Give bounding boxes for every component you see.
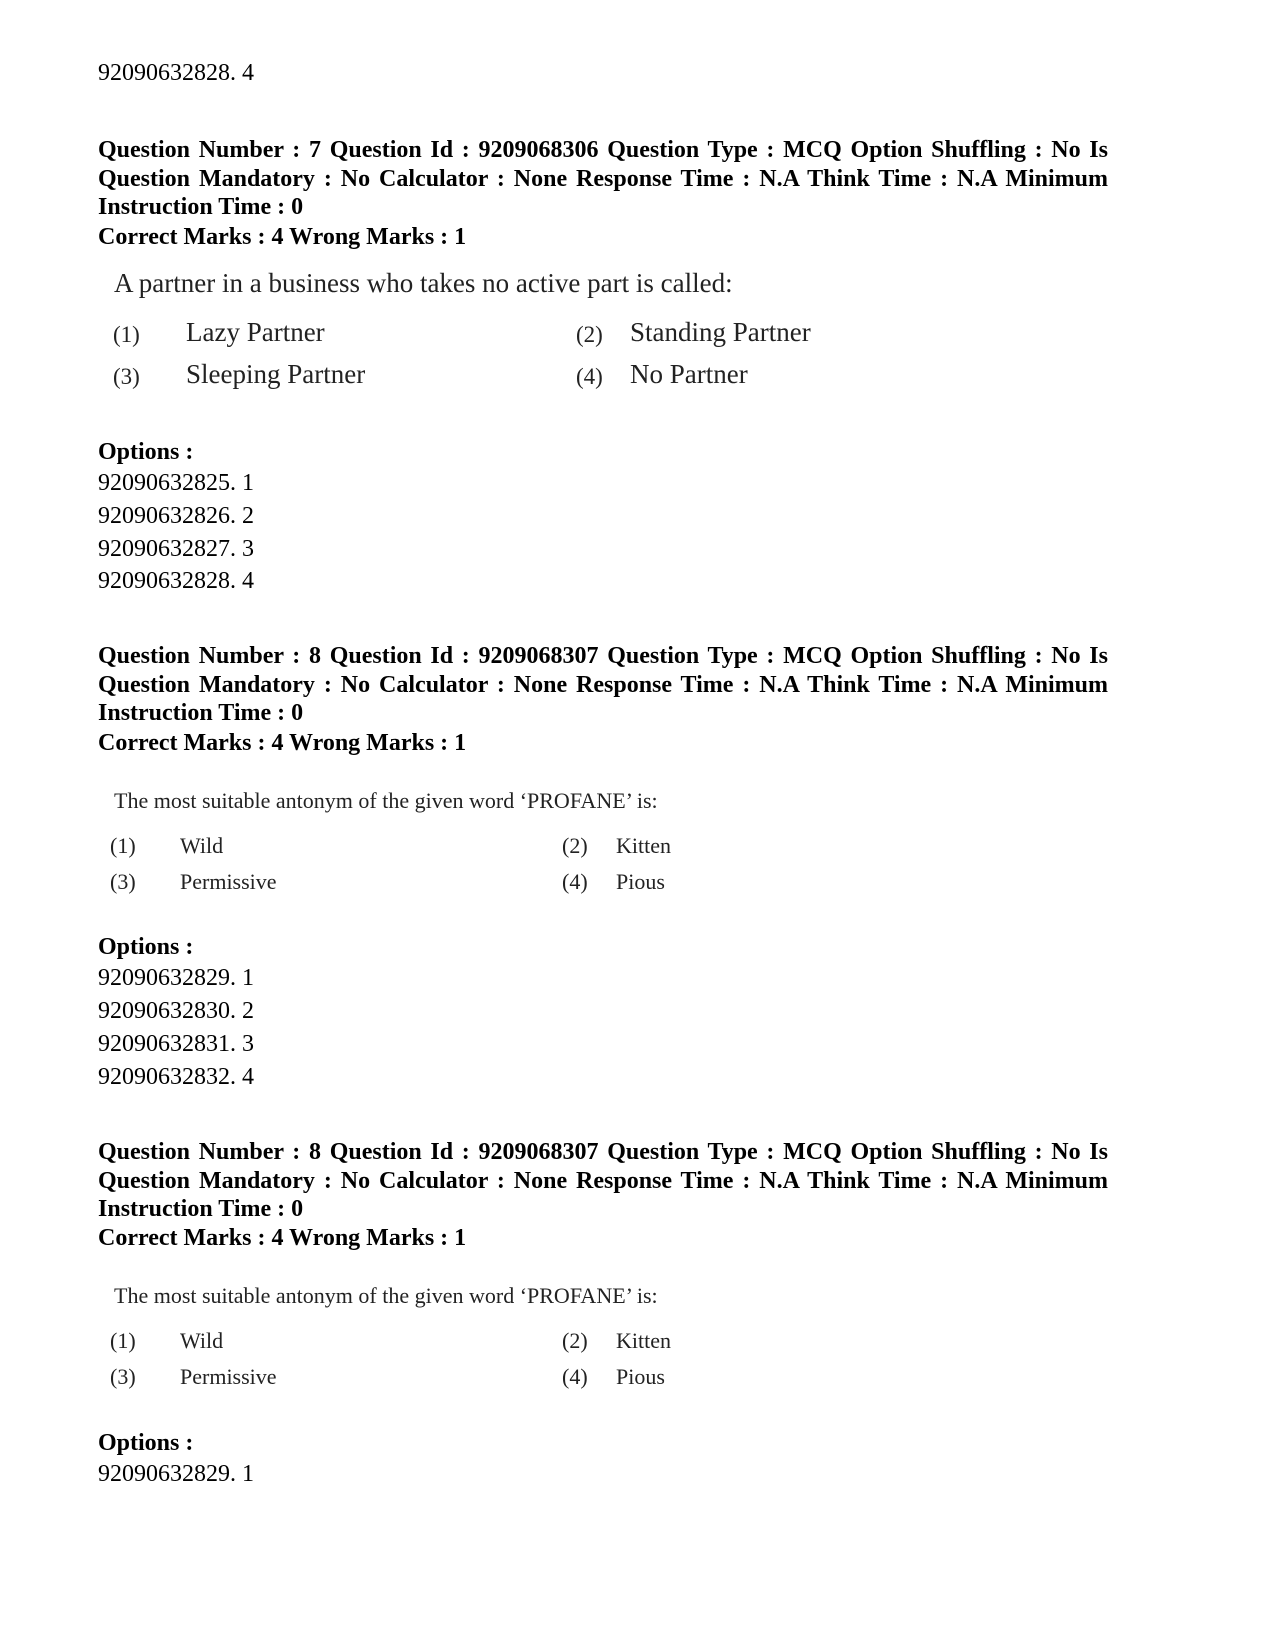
question-stem: A partner in a business who takes no active part is called: <box>114 268 733 298</box>
choice-number: (4) <box>562 869 588 894</box>
option-line: 92090632828. 4 <box>98 568 254 594</box>
choice-text: Pious <box>616 1364 665 1389</box>
option-line: 92090632826. 2 <box>98 503 254 529</box>
choice-text: Permissive <box>180 869 277 894</box>
choice-text: Permissive <box>180 1364 277 1389</box>
choice-number: (1) <box>110 833 136 858</box>
choice-text: Lazy Partner <box>186 317 325 347</box>
choice-number: (2) <box>562 833 588 858</box>
choice-number: (2) <box>562 1328 588 1353</box>
option-line: 92090632831. 3 <box>98 1031 254 1057</box>
option-line: 92090632827. 3 <box>98 536 254 562</box>
choice-number: (3) <box>110 1364 136 1389</box>
question-stem: The most suitable antonym of the given word ‘PROFANE’ is: <box>114 788 658 813</box>
question-header: Question Number : 8 Question Id : 9209068307 Question Type : MCQ Option Shuffling : No Is Question Mandatory : No Calculator : None Response Time : N.A Think Time : N.A Minimum Instruction Time : 0 <box>98 1139 1108 1222</box>
previous-option-line: 92090632828. 4 <box>98 60 254 86</box>
choice-text: Kitten <box>616 833 671 858</box>
choice-number: (1) <box>110 1328 136 1353</box>
choice-number: (4) <box>562 1364 588 1389</box>
question-header: Question Number : 7 Question Id : 9209068306 Question Type : MCQ Option Shuffling : No Is Question Mandatory : No Calculator : None Response Time : N.A Think Time : N.A Minimum Instruction Time : 0 <box>98 137 1108 220</box>
choice-number: (4) <box>576 364 603 389</box>
choice-text: Standing Partner <box>630 317 811 347</box>
choice-text: Sleeping Partner <box>186 359 366 389</box>
option-line: 92090632825. 1 <box>98 470 254 496</box>
choice-text: No Partner <box>630 359 748 389</box>
options-label: Options : <box>98 1430 194 1456</box>
choice-text: Pious <box>616 869 665 894</box>
choice-text: Wild <box>180 1328 224 1353</box>
question-image <box>98 1283 858 1393</box>
question-marks: Correct Marks : 4 Wrong Marks : 1 <box>98 1225 467 1251</box>
choice-number: (3) <box>113 364 140 389</box>
option-line: 92090632830. 2 <box>98 998 254 1024</box>
options-label: Options : <box>98 439 194 465</box>
question-stem: The most suitable antonym of the given word ‘PROFANE’ is: <box>114 1283 658 1308</box>
question-marks: Correct Marks : 4 Wrong Marks : 1 <box>98 224 467 250</box>
option-line: 92090632832. 4 <box>98 1064 254 1090</box>
choice-text: Kitten <box>616 1328 671 1353</box>
question-image <box>98 788 858 898</box>
choice-number: (2) <box>576 322 603 347</box>
choice-text: Wild <box>180 833 224 858</box>
question-image <box>98 268 858 398</box>
question-header: Question Number : 8 Question Id : 9209068307 Question Type : MCQ Option Shuffling : No Is Question Mandatory : No Calculator : None Response Time : N.A Think Time : N.A Minimum Instruction Time : 0 <box>98 643 1108 726</box>
question-marks: Correct Marks : 4 Wrong Marks : 1 <box>98 730 467 756</box>
option-line: 92090632829. 1 <box>98 1461 254 1487</box>
choice-number: (3) <box>110 869 136 894</box>
choice-number: (1) <box>113 322 140 347</box>
options-label: Options : <box>98 934 194 960</box>
option-line: 92090632829. 1 <box>98 965 254 991</box>
